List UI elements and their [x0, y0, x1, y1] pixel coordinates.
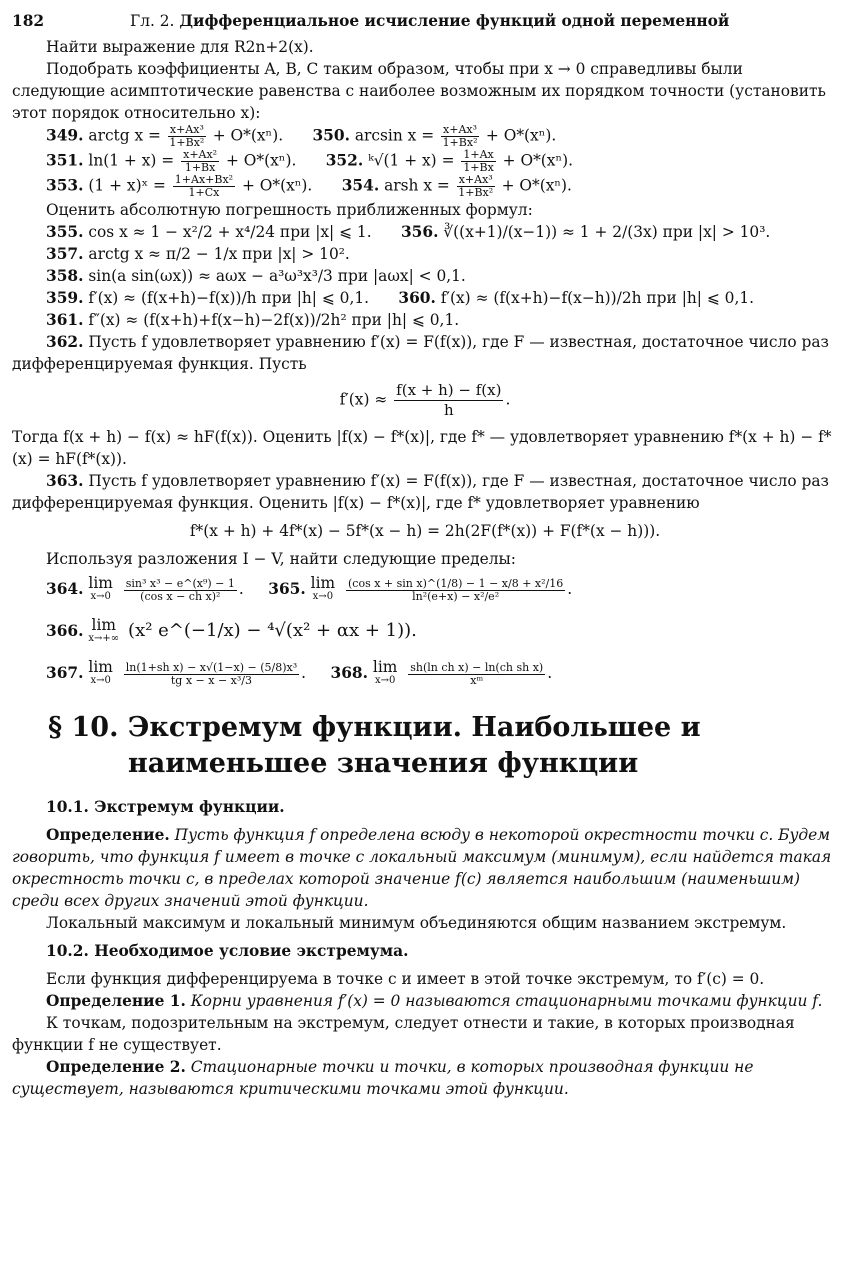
fraction — [441, 124, 479, 149]
section-title-line1: Экстремум функции. Наибольшее и — [127, 712, 701, 743]
problem-row-349-350 — [12, 124, 838, 149]
definition — [12, 824, 838, 912]
display-formula-363: f*(x + h) + 4f*(x) − 5f*(x − h) = 2h(2F(f*(x)) + F(f*(x − h))). — [189, 522, 661, 540]
lim-subscript: x→0 — [90, 675, 111, 686]
fraction — [181, 149, 219, 174]
formula-tail: + O*(xⁿ). — [502, 151, 574, 170]
formula-lhs: arctg x = — [88, 126, 161, 145]
lim-label: lim — [310, 574, 336, 592]
denominator: xᵐ — [470, 673, 484, 687]
chapter-title: Дифференциальное исчисление функций одной переменной — [179, 12, 730, 30]
problem-number: 361. — [46, 311, 84, 329]
problem-row-351-352 — [12, 149, 838, 174]
problem-row-361 — [12, 309, 838, 331]
paragraph: Локальный максимум и локальный минимум объединяются общим названием экстремум. — [46, 914, 787, 932]
problem-number: 359. — [46, 289, 84, 307]
lim-subscript: x→0 — [312, 591, 334, 602]
formula-tail: + O*(xⁿ). — [226, 151, 297, 170]
formula: (x² e^(−1/x) − ⁴√(x² + αx + 1)). — [128, 620, 417, 641]
problem-number: 353. — [46, 176, 84, 195]
formula-tail: + O*(xⁿ). — [485, 126, 557, 145]
formula-lhs: ln(1 + x) = — [88, 151, 175, 170]
problem-number: 355. — [46, 223, 84, 241]
denominator: ln²(e+x) − x²/e² — [412, 589, 500, 603]
definition-label: Определение. — [46, 826, 170, 844]
denominator: 1+Bx² — [169, 136, 205, 149]
problem-number: 358. — [46, 267, 84, 285]
limit-operator — [373, 660, 397, 688]
problem-row-366 — [12, 618, 838, 646]
paragraph: К точкам, подозрительным на экстремум, следует отнести и такие, в которых производная функции f не существует. — [12, 1014, 795, 1054]
problem-number: 350. — [312, 126, 350, 145]
running-header — [12, 10, 838, 36]
denominator: 1+Cx — [188, 186, 220, 199]
problem-362-continuation: Тогда f(x + h) − f(x) ≈ hF(f(x)). Оценить |f(x) − f*(x)|, где f* — удовлетворяет уравнению f*(x + h) − f*(x) = hF(f*(x)). — [12, 428, 832, 468]
section-number: § 10. — [48, 712, 119, 743]
fraction — [457, 174, 495, 199]
formula: sin(a sin(ωx)) ≈ aωx − a³ω³x³/3 при |aωx| < 0,1. — [88, 267, 466, 285]
definition-label: Определение 1. — [46, 992, 186, 1010]
subsection-title: 10.1. Экстремум функции. — [46, 798, 285, 816]
fraction — [461, 149, 495, 174]
estimate-heading: Оценить абсолютную погрешность приближенных формул: — [46, 201, 533, 219]
numerator: x+Ax² — [183, 148, 218, 161]
lim-subscript: x→0 — [374, 675, 396, 686]
fraction — [173, 174, 235, 199]
numerator: sh(ln ch x) − ln(ch sh x) — [410, 660, 544, 674]
formula: cos x ≈ 1 − x²/2 + x⁴/24 при |x| ⩽ 1. — [88, 223, 372, 241]
problem-number: 357. — [46, 245, 84, 263]
problem-363 — [12, 470, 838, 514]
formula-lhs: f′(x) ≈ — [339, 390, 388, 409]
problem-row-355-356 — [12, 221, 838, 243]
problem-text: Пусть f удовлетворяет уравнению f′(x) = F(f(x)), где F — известная, достаточное число раз дифференцируемая функция. Оценить |f(x) − f*(x)|, где f* удовлетворяет уравнению — [12, 472, 829, 512]
paragraph: Если функция дифференцируема в точке c и имеет в этой точке экстремум, то f′(c) = 0. — [46, 970, 765, 988]
formula: f′(x) ≈ (f(x+h)−f(x−h))/2h при |h| ⩽ 0,1. — [440, 289, 755, 307]
definition-text: Стационарные точки и точки, в которых производная функции не существует, называются критическими точками этой функции. — [12, 1058, 754, 1098]
display-formula-362: f′(x) ≈ $\frac{f(x + h) - f(x)}{h}$ . — [339, 381, 511, 419]
denominator: 1+Bx² — [458, 186, 494, 199]
fraction — [346, 578, 565, 603]
subsection-title: 10.2. Необходимое условие экстремума. — [46, 942, 409, 960]
numerator: ln(1+sh x) − x√(1−x) − (5/8)x³ — [125, 660, 298, 674]
limit-operator — [88, 660, 112, 688]
denominator: tg x − x − x³/3 — [170, 673, 252, 687]
problem-number: 368. — [330, 664, 368, 682]
limits-intro: Используя разложения I − V, найти следующие пределы: — [46, 550, 516, 568]
numerator: sin³ x³ − e^(x⁹) − 1 — [125, 576, 235, 590]
numerator: (cos x + sin x)^(1/8) − 1 − x/8 + x²/16 — [348, 576, 564, 590]
lim-label: lim — [91, 616, 116, 634]
denominator: 1+Bx — [463, 161, 494, 174]
problem-362 — [12, 331, 838, 375]
formula-lhs: arcsin x = — [354, 126, 435, 145]
problem-number: 354. — [341, 176, 380, 195]
intro-paragraph: Подобрать коэффициенты A, B, C таким образом, чтобы при x → 0 справедливы были следующие асимптотические равенства с наиболее возможным их порядком точности (установить этот порядок относительно x): — [12, 60, 826, 122]
numerator: x+Ax³ — [443, 123, 478, 136]
problem-row-353-354 — [12, 174, 838, 199]
problem-number: 363. — [46, 472, 84, 490]
formula-tail: + O*(xⁿ). — [241, 176, 313, 195]
problem-number: 351. — [46, 151, 84, 170]
denominator: 1+Bx² — [442, 136, 478, 149]
limit-operator — [88, 576, 112, 604]
numerator: 1+Ax — [463, 148, 494, 161]
formula-tail: + O*(xⁿ). — [501, 176, 572, 195]
fraction — [124, 662, 299, 687]
numerator: f(x + h) − f(x) — [396, 381, 502, 399]
problem-row-357 — [12, 243, 838, 265]
chapter-heading — [130, 10, 838, 32]
problem-number: 360. — [398, 289, 436, 307]
fraction — [168, 124, 206, 149]
fraction — [408, 662, 545, 687]
problem-row-358 — [12, 265, 838, 287]
formula-tail: + O*(xⁿ). — [212, 126, 284, 145]
numerator: 1+Ax+Bx² — [174, 173, 234, 186]
lim-label: lim — [372, 658, 398, 676]
definition — [12, 990, 838, 1012]
lim-label: lim — [88, 658, 113, 676]
problem-number: 362. — [46, 333, 84, 351]
section-heading — [48, 710, 838, 782]
denominator: (cos x − ch x)² — [140, 589, 221, 603]
problem-row-359-360 — [12, 287, 838, 309]
lim-subscript: x→0 — [90, 591, 111, 602]
formula: f″(x) ≈ (f(x+h)+f(x−h)−2f(x))/2h² при |h| ⩽ 0,1. — [88, 311, 460, 329]
definition-text: Пусть функция f определена всюду в некоторой окрестности точки c. Будем говорить, что функция f имеет в точке c локальный максимум (минимум), если найдется такая окрестность точки c, в пределах которой значение f(c) является наибольшим (наименьшим) среди всех других значений этой функции. — [12, 826, 832, 910]
problem-number: 364. — [46, 580, 84, 598]
problem-row-364-365: 364. lim x→0 $\frac{\text{sin³ x³ − e\textasciicircum{}(x⁹) − 1}}{\text{(cos x − ch x)²}}$ . 365. lim x→0 $\frac{\text{(cos x + sin x)\textasciicircum{}(1/8) − 1 − x/8 + x²/16}}{\text{ln²(e+x) − x²/e²}}$ . — [46, 574, 573, 603]
problem-number: 356. — [400, 223, 439, 241]
numerator: x+Ax³ — [169, 123, 204, 136]
problem-number: 365. — [268, 580, 306, 598]
problem-number: 352. — [325, 151, 364, 170]
denominator: h — [443, 401, 454, 419]
fraction — [394, 381, 503, 420]
formula-lhs: ᵏ√(1 + x) = — [368, 151, 455, 170]
chapter-label: Гл. 2. — [130, 12, 175, 30]
definition-text: Корни уравнения f′(x) = 0 называются стационарными точками функции f. — [190, 992, 823, 1010]
problem-text: Пусть f удовлетворяет уравнению f′(x) = F(f(x)), где F — известная, достаточное число раз дифференцируемая функция. Пусть — [12, 333, 829, 373]
problem-number: 366. — [46, 622, 84, 640]
page-number: 182 — [12, 12, 45, 30]
formula: ∛((x+1)/(x−1)) ≈ 1 + 2/(3x) при |x| > 10³. — [443, 223, 771, 241]
denominator: 1+Bx — [184, 161, 216, 174]
definition — [12, 1056, 838, 1100]
section-title-line2: наименьшее значения функции — [128, 748, 639, 779]
lim-subscript: x→+∞ — [88, 633, 120, 644]
formula-lhs: arsh x = — [384, 176, 450, 195]
problem-number: 367. — [46, 664, 84, 682]
definition-label: Определение 2. — [46, 1058, 186, 1076]
fraction — [124, 578, 237, 603]
formula-lhs: (1 + x)ˣ = — [88, 176, 166, 195]
problem-number: 349. — [46, 126, 84, 145]
problem-row-367-368: 367. lim x→0 $\frac{\text{ln(1+sh x) − x√(1−x) − (5/8)x³}}{\text{tg x − x − x³/3}}$ . 368. lim x→0 $\frac{\text{sh(ln ch x) − ln(ch sh x)}}{\text{xᵐ}}$ . — [46, 658, 553, 687]
limit-operator — [88, 618, 119, 646]
lim-label: lim — [88, 574, 113, 592]
formula: f′(x) ≈ (f(x+h)−f(x))/h при |h| ⩽ 0,1. — [88, 289, 370, 307]
intro-line: Найти выражение для R2n+2(x). — [46, 38, 314, 56]
limit-operator — [311, 576, 335, 604]
numerator: x+Ax³ — [458, 173, 493, 186]
formula: arctg x ≈ π/2 − 1/x при |x| > 10². — [88, 245, 350, 263]
